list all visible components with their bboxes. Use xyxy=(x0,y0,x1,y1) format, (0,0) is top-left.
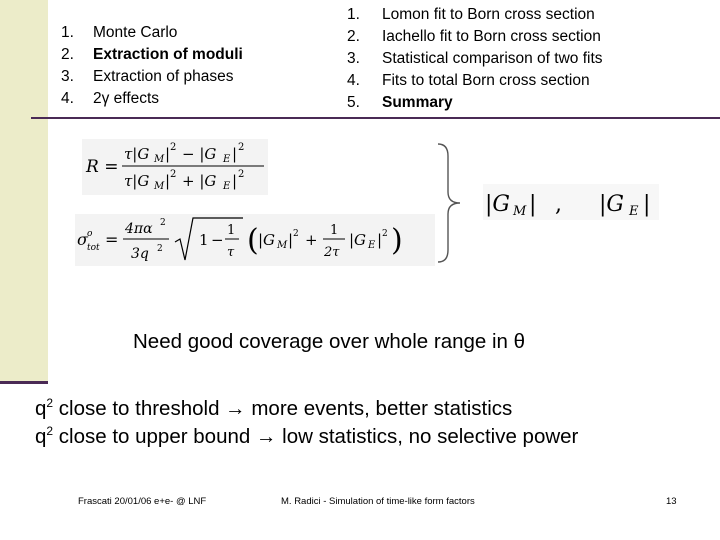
result-comma: , xyxy=(555,192,562,217)
outline-text: Statistical comparison of two fits xyxy=(382,50,603,67)
outline-number: 1. xyxy=(347,6,360,23)
ratio-den-bar-e: | xyxy=(232,172,238,190)
ratio-num-minus-g: − |G xyxy=(182,145,217,163)
sqrt-minus: − xyxy=(211,231,224,249)
q-exponent: 2 xyxy=(46,424,54,438)
outline-left-item xyxy=(61,44,321,66)
outline-number: 3. xyxy=(61,68,74,85)
outline-right xyxy=(347,4,677,116)
outline-text: Extraction of moduli xyxy=(93,46,243,63)
q-exponent: 2 xyxy=(46,396,54,410)
outline-left-item xyxy=(61,22,321,44)
page-number: 13 xyxy=(666,496,677,507)
ratio-den-exp-2: 2 xyxy=(238,169,245,180)
result-bar-e: | xyxy=(643,192,651,217)
ratio-num-tau-g: τ|G xyxy=(124,145,150,163)
cross-section-formula xyxy=(75,214,435,266)
outline-number: 1. xyxy=(61,24,74,41)
left-accent-bar xyxy=(0,0,48,383)
outline-text: Summary xyxy=(382,94,453,111)
term-frac-two-tau: 2τ xyxy=(324,245,340,260)
term-plus: + xyxy=(305,231,318,249)
sigma-symbol: σ xyxy=(77,230,88,249)
outline-right-item xyxy=(347,70,677,92)
ratio-den-tau-g: τ|G xyxy=(124,172,150,190)
paren-open: ( xyxy=(247,223,259,258)
upper-bound-line xyxy=(35,424,578,449)
threshold-text: close to threshold → more events, better statistics xyxy=(53,397,513,420)
q-symbol: q xyxy=(35,425,47,448)
left-accent-underline xyxy=(0,381,48,384)
term-bar-e: | xyxy=(377,231,383,249)
ratio-den-sub-m: M xyxy=(154,181,165,192)
term-exp-m: 2 xyxy=(293,229,299,239)
outline-number: 4. xyxy=(347,72,360,89)
q-symbol: q xyxy=(35,397,47,420)
result-g-m: |G xyxy=(485,192,510,217)
outline-left-item xyxy=(61,88,321,110)
term-sub-m: M xyxy=(277,240,288,251)
ratio-num-sub-e: E xyxy=(223,154,231,165)
outline-text: Extraction of phases xyxy=(93,68,234,85)
sigma-equals: = xyxy=(105,230,119,249)
outline-left xyxy=(61,22,321,112)
ratio-num-bar-e: | xyxy=(232,145,238,163)
ratio-num-exp-1: 2 xyxy=(170,142,177,153)
ratio-den-exp-1: 2 xyxy=(170,169,177,180)
outline-right-item xyxy=(347,92,677,114)
ratio-formula xyxy=(82,139,268,195)
ratio-den-bar-m: | xyxy=(165,172,171,190)
ratio-num-exp-2: 2 xyxy=(238,142,245,153)
term-g-e: |G xyxy=(349,231,367,249)
outline-right-item xyxy=(347,26,677,48)
sigma-sub: tot xyxy=(87,243,100,253)
coef-numerator: 4πα xyxy=(125,221,153,237)
coverage-statement: Need good coverage over whole range in θ xyxy=(133,330,526,353)
moduli-result xyxy=(483,184,659,220)
footer-date-venue: Frascati 20/01/06 e+e- @ LNF xyxy=(78,496,207,507)
outline-right-item xyxy=(347,4,677,26)
term-exp-e: 2 xyxy=(382,229,388,239)
ratio-num-sub-m: M xyxy=(154,154,165,165)
sigma-sup: o xyxy=(87,229,93,239)
term-frac-one: 1 xyxy=(330,223,339,238)
threshold-line xyxy=(35,396,512,421)
result-sub-m: M xyxy=(513,204,527,219)
ratio-num-bar-m: | xyxy=(165,145,171,163)
sqrt-frac-tau: τ xyxy=(227,245,235,260)
outline-number: 2. xyxy=(347,28,360,45)
coef-num-exp: 2 xyxy=(160,218,166,228)
outline-right-item xyxy=(347,48,677,70)
outline-text: Monte Carlo xyxy=(93,24,178,41)
outline-text: Iachello fit to Born cross section xyxy=(382,28,601,45)
upper-bound-text: close to upper bound → low statistics, no selective power xyxy=(53,425,579,448)
result-g-e: |G xyxy=(599,192,624,217)
ratio-den-sub-e: E xyxy=(223,181,231,192)
paren-close: ) xyxy=(391,223,403,258)
term-g-m: |G xyxy=(258,231,276,249)
sqrt-frac-one: 1 xyxy=(227,223,236,238)
sqrt-one: 1 xyxy=(199,231,209,249)
ratio-lhs: R = xyxy=(86,157,119,177)
term-sub-e: E xyxy=(368,240,376,251)
right-brace xyxy=(436,142,476,264)
outline-left-item xyxy=(61,66,321,88)
coef-denominator: 3q xyxy=(131,246,149,262)
outline-text: Lomon fit to Born cross section xyxy=(382,6,595,23)
outline-number: 3. xyxy=(347,50,360,67)
result-sub-e: E xyxy=(629,204,639,219)
header-divider xyxy=(31,117,720,119)
outline-text: 2γ effects xyxy=(93,90,160,107)
outline-number: 2. xyxy=(61,46,74,63)
result-bar-m: | xyxy=(529,192,537,217)
coef-den-exp: 2 xyxy=(157,244,163,254)
outline-text: Fits to total Born cross section xyxy=(382,72,590,89)
ratio-den-plus-g: + |G xyxy=(182,172,217,190)
outline-number: 5. xyxy=(347,94,360,111)
footer-author-title: M. Radici - Simulation of time-like form factors xyxy=(281,496,475,507)
outline-number: 4. xyxy=(61,90,74,107)
term-bar-m: | xyxy=(288,231,294,249)
